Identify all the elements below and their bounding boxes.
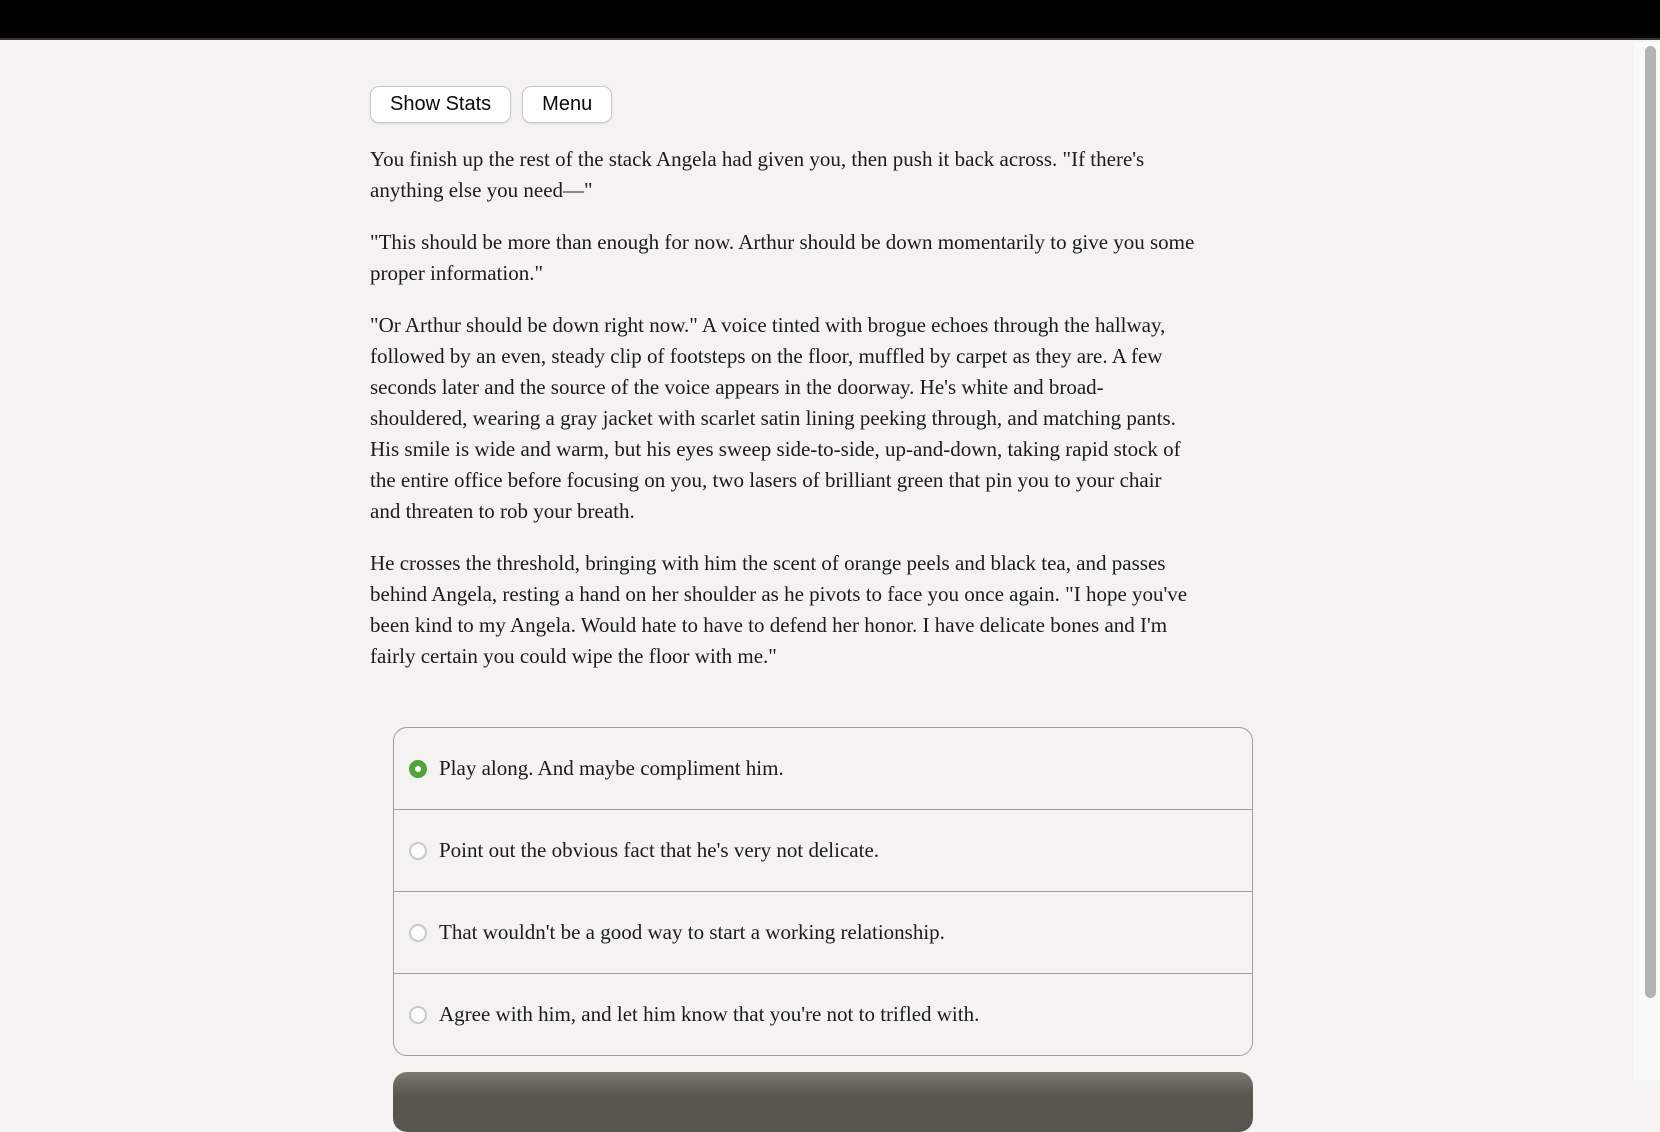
menu-button[interactable]: Menu bbox=[522, 86, 612, 123]
scrollbar-track[interactable] bbox=[1634, 42, 1660, 1080]
radio-button-icon[interactable] bbox=[409, 1006, 427, 1024]
next-button[interactable] bbox=[393, 1072, 1253, 1132]
choice-option-point-out[interactable] bbox=[394, 809, 1252, 891]
scrollbar-thumb[interactable] bbox=[1645, 46, 1656, 998]
toolbar bbox=[370, 86, 1260, 123]
show-stats-button[interactable]: Show Stats bbox=[370, 86, 511, 123]
story-paragraph: "Or Arthur should be down right now." A voice tinted with brogue echoes through the hallway, followed by an even, steady clip of footsteps on the floor, muffled by carpet as they are. A few seconds later and the source of the voice appears in the doorway. He's white and broad-shouldered, wearing a gray jacket with scarlet satin lining peeking through, and matching pants. His smile is wide and warm, but his eyes sweep side-to-side, up-and-down, taking rapid stock of the entire office before focusing on you, two lasers of brilliant green that pin you to your chair and threaten to rob your breath. bbox=[370, 313, 1181, 523]
story-paragraph: He crosses the threshold, bringing with him the scent of orange peels and black tea, and passes behind Angela, resting a hand on her shoulder as he pivots to face you once again. "I hope you've been kind to my Angela. Would hate to have to defend her honor. I have delicate bones and I'm fairly certain you could wipe the floor with me." bbox=[370, 551, 1188, 668]
choice-option-working-relationship[interactable] bbox=[394, 891, 1252, 973]
radio-button-icon[interactable] bbox=[409, 760, 427, 778]
story-paragraph: You finish up the rest of the stack Angela had given you, then push it back across. "If there's anything else you need—" bbox=[370, 147, 1145, 202]
story-text bbox=[370, 144, 1260, 672]
radio-button-icon[interactable] bbox=[409, 842, 427, 860]
choice-group bbox=[393, 727, 1253, 1056]
top-status-bar bbox=[0, 0, 1660, 40]
choice-label: Point out the obvious fact that he's very not delicate. bbox=[439, 838, 880, 862]
choice-label: That wouldn't be a good way to start a working relationship. bbox=[439, 920, 945, 944]
story-content bbox=[370, 42, 1260, 1132]
choice-option-agree[interactable] bbox=[394, 973, 1252, 1055]
radio-button-icon[interactable] bbox=[409, 924, 427, 942]
story-paragraph: "This should be more than enough for now. Arthur should be down momentarily to give you some proper information." bbox=[370, 230, 1195, 285]
choice-label: Agree with him, and let him know that you're not to trifled with. bbox=[439, 1002, 980, 1026]
choice-label: Play along. And maybe compliment him. bbox=[439, 756, 784, 780]
choice-option-play-along[interactable] bbox=[394, 728, 1252, 809]
